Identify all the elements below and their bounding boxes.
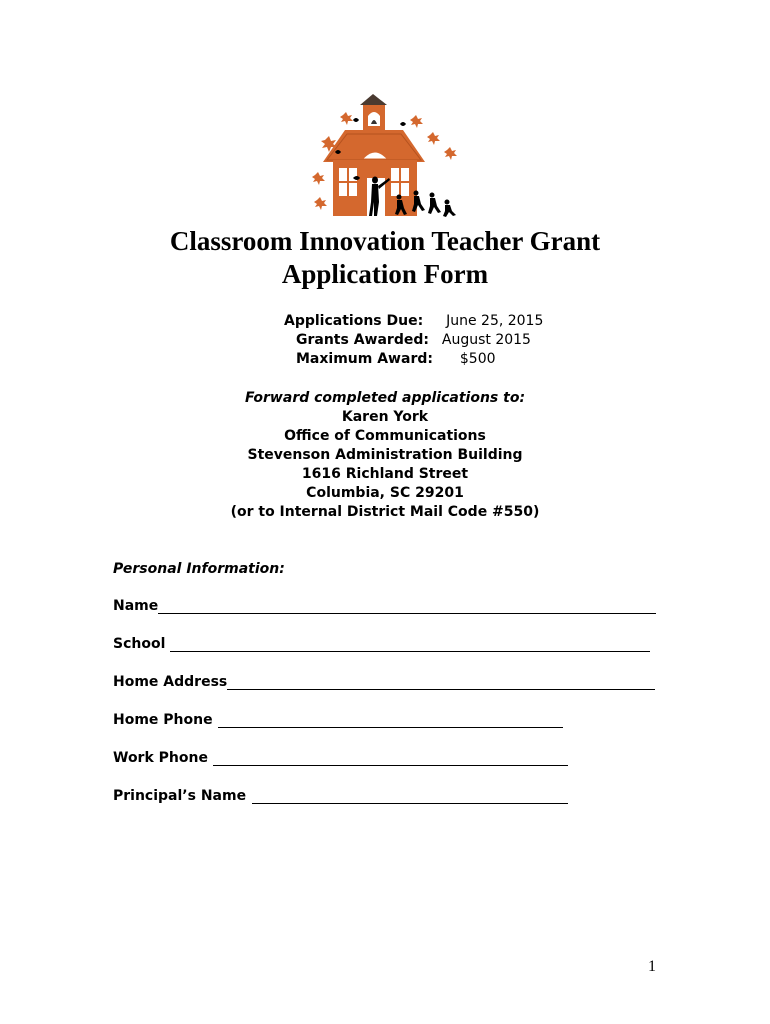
- address-line: Stevenson Administration Building: [247, 447, 523, 463]
- maximum-award-value: $500: [459, 351, 496, 367]
- maximum-award-label: Maximum Award:: [296, 351, 433, 367]
- grants-awarded-row: [296, 331, 531, 350]
- page-number: 1: [648, 958, 656, 975]
- forward-heading: Forward completed applications to:: [244, 390, 526, 406]
- address-line: Karen York: [341, 409, 429, 425]
- school-input-line[interactable]: [170, 637, 650, 652]
- address-line: Office of Communications: [284, 428, 486, 444]
- schoolhouse-icon: [305, 90, 470, 225]
- name-field: [113, 598, 656, 614]
- work-phone-label: Work Phone: [113, 750, 208, 766]
- home-address-label: Home Address: [113, 674, 228, 690]
- name-label: Name: [113, 598, 159, 614]
- home-phone-input-line[interactable]: [218, 713, 563, 728]
- principal-name-label: Principal’s Name: [113, 788, 247, 804]
- school-label: School: [113, 636, 166, 652]
- applications-due-label: Applications Due:: [284, 313, 424, 329]
- grants-awarded-label: Grants Awarded:: [296, 332, 429, 348]
- personal-info-heading: Personal Information:: [113, 561, 285, 577]
- grants-awarded-value: August 2015: [441, 332, 531, 348]
- mailing-address: [0, 389, 770, 522]
- home-address-input-line[interactable]: [227, 675, 655, 690]
- address-line: (or to Internal District Mail Code #550): [230, 504, 540, 520]
- name-input-line[interactable]: [158, 599, 656, 614]
- home-phone-field: [113, 712, 563, 728]
- applications-due-row: [284, 312, 543, 331]
- principal-name-input-line[interactable]: [252, 789, 568, 804]
- school-field: [113, 636, 650, 652]
- page-subtitle: Application Form: [281, 259, 489, 289]
- applications-due-value: June 25, 2015: [446, 313, 544, 329]
- principal-name-field: [113, 788, 568, 804]
- home-address-field: [113, 674, 655, 690]
- work-phone-input-line[interactable]: [213, 751, 568, 766]
- maximum-award-row: [296, 350, 496, 369]
- home-phone-label: Home Phone: [113, 712, 213, 728]
- work-phone-field: [113, 750, 568, 766]
- page-title: Classroom Innovation Teacher Grant: [169, 226, 601, 256]
- address-line: 1616 Richland Street: [301, 466, 469, 482]
- address-line: Columbia, SC 29201: [306, 485, 464, 501]
